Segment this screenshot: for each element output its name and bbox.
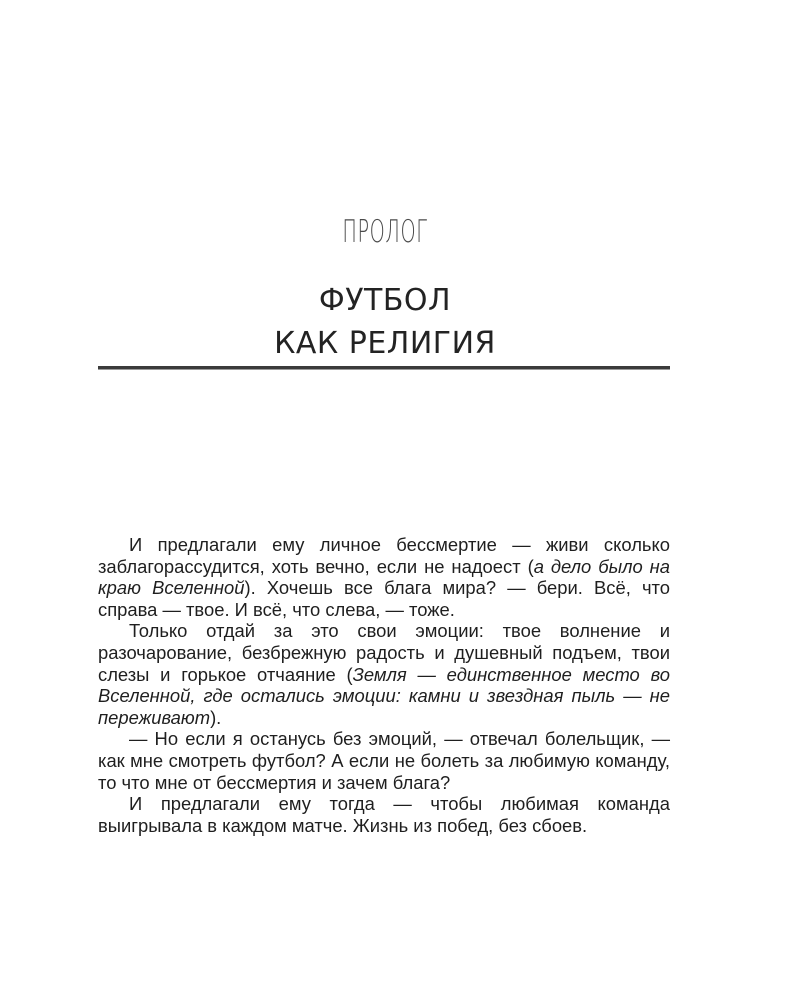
paragraph-1-text-b: ). Хочешь все блага мира? — бери. Всё, что справа — твое. И всё, что слева, — тоже. bbox=[98, 577, 670, 620]
paragraph-1 bbox=[98, 534, 670, 620]
title-divider bbox=[98, 366, 670, 370]
chapter-title-line-2: КАК РЕЛИГИЯ bbox=[274, 326, 496, 361]
paragraph-2-text-a: Только отдай за это свои эмоции: твое волнение и разочарование, безбрежную радость и душевный подъем, твои слезы и горькое отчаяние ( bbox=[98, 620, 670, 685]
chapter-body bbox=[98, 534, 670, 836]
chapter-kicker: ПРОЛОГ bbox=[342, 214, 428, 250]
paragraph-3: — Но если я останусь без эмоций, — отвечал болельщик, — как мне смотреть футбол? А если не болеть за любимую команду, то что мне от бессмертия и зачем блага? bbox=[98, 728, 670, 793]
chapter-title-line-1: ФУТБОЛ bbox=[318, 283, 452, 318]
paragraph-2-text-b: ). bbox=[210, 706, 222, 728]
paragraph-2-italic: Земля — единственное место во Вселенной, где остались эмоции: камни и звездная пыль — не переживают bbox=[98, 663, 670, 728]
paragraph-1-italic: а дело было на краю Вселенной bbox=[98, 555, 670, 599]
paragraph-4: И предлагали ему тогда — чтобы любимая команда выигрывала в каждом матче. Жизнь из побед, без сбоев. bbox=[98, 793, 670, 836]
paragraph-1-text-a: И предлагали ему личное бессмертие — живи сколько заблагорассудится, хоть вечно, если не надоест ( bbox=[98, 534, 670, 577]
paragraph-2 bbox=[98, 620, 670, 728]
